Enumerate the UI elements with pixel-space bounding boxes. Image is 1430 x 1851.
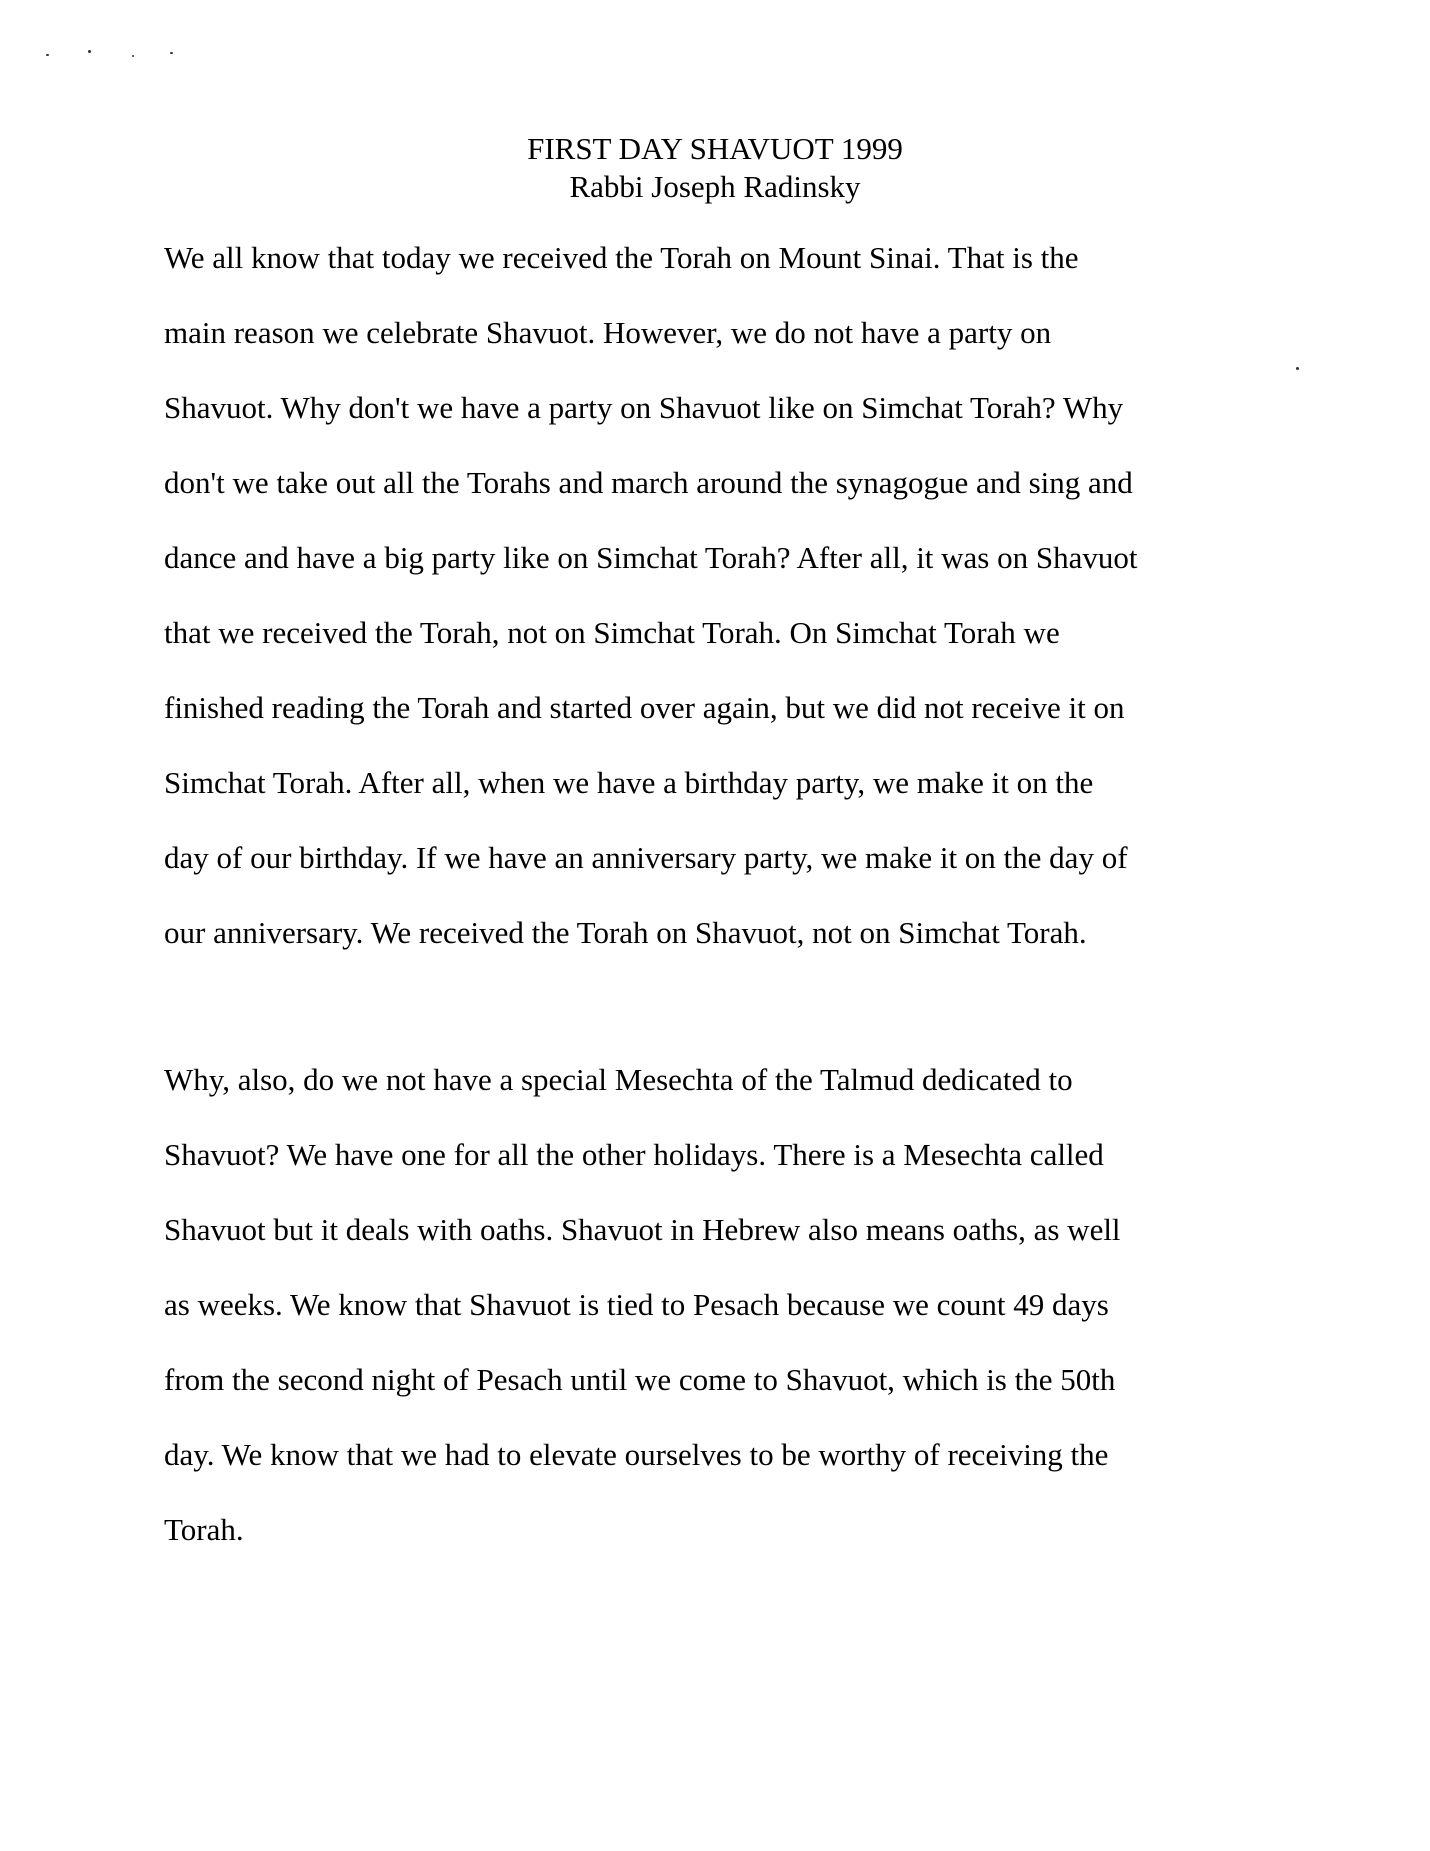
- scan-speck: [46, 54, 49, 56]
- text-line: dance and have a big party like on Simchat Torah? After all, it was on Shavuot: [164, 540, 1138, 575]
- text-line: We all know that today we received the Torah on Mount Sinai. That is the: [164, 240, 1079, 275]
- scan-speck: [1296, 367, 1299, 370]
- text-line: Shavuot. Why don't we have a party on Shavuot like on Simchat Torah? Why: [164, 390, 1124, 425]
- text-line: our anniversary. We received the Torah on Shavuot, not on Simchat Torah.: [164, 915, 1087, 950]
- scan-speck: [170, 52, 173, 54]
- document-header: [0, 130, 1430, 206]
- text-line: as weeks. We know that Shavuot is tied to Pesach because we count 49 days: [164, 1287, 1109, 1322]
- scan-speck: [132, 55, 134, 57]
- text-line: day. We know that we had to elevate ourselves to be worthy of receiving the: [164, 1437, 1109, 1472]
- text-line: don't we take out all the Torahs and march around the synagogue and sing and: [164, 465, 1133, 500]
- paragraph-2: [164, 1042, 1274, 1567]
- text-line: Simchat Torah. After all, when we have a birthday party, we make it on the: [164, 765, 1094, 800]
- scan-speck: [88, 50, 91, 53]
- document-author: Rabbi Joseph Radinsky: [569, 169, 861, 204]
- text-line: Shavuot? We have one for all the other holidays. There is a Mesechta called: [164, 1137, 1104, 1172]
- document-title: FIRST DAY SHAVUOT 1999: [527, 131, 903, 166]
- text-line: main reason we celebrate Shavuot. However, we do not have a party on: [164, 315, 1052, 350]
- text-line: Shavuot but it deals with oaths. Shavuot in Hebrew also means oaths, as well: [164, 1212, 1121, 1247]
- paragraph-1: [164, 220, 1274, 970]
- text-line: from the second night of Pesach until we come to Shavuot, which is the 50th: [164, 1362, 1116, 1397]
- text-line: Why, also, do we not have a special Mesechta of the Talmud dedicated to: [164, 1062, 1073, 1097]
- text-line: that we received the Torah, not on Simchat Torah. On Simchat Torah we: [164, 615, 1060, 650]
- text-line: Torah.: [164, 1512, 244, 1547]
- text-line: finished reading the Torah and started over again, but we did not receive it on: [164, 690, 1125, 725]
- text-line: day of our birthday. If we have an anniversary party, we make it on the day of: [164, 840, 1128, 875]
